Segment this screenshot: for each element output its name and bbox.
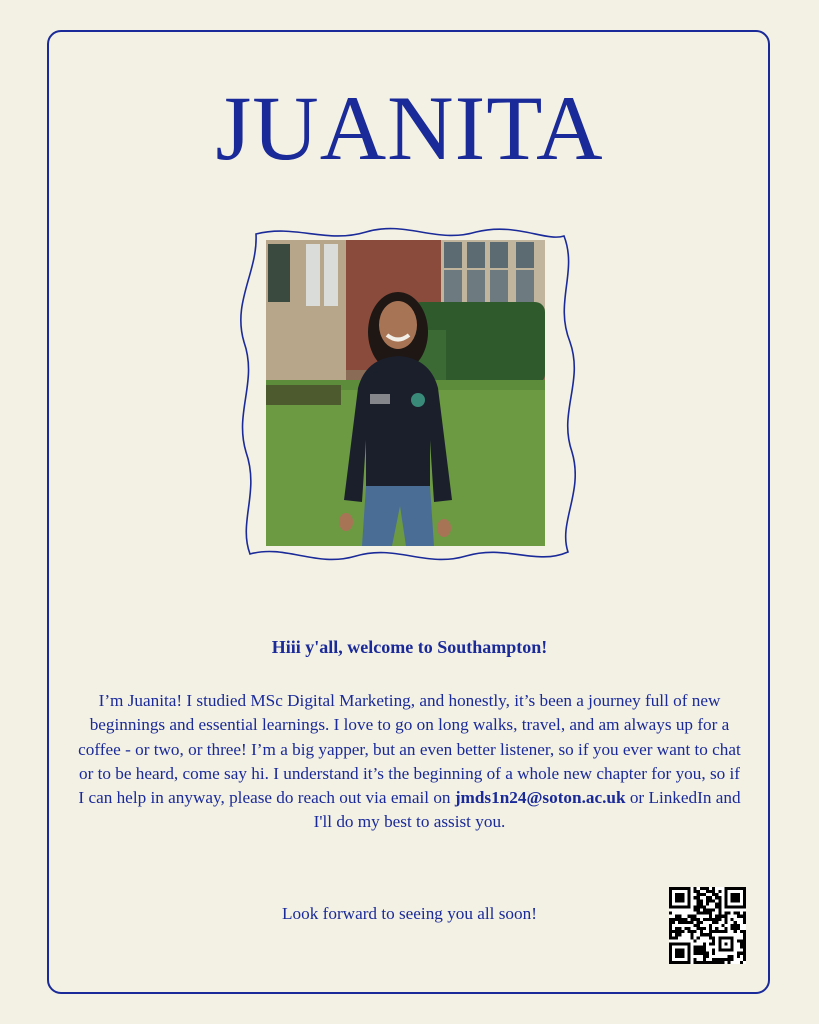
- bio-text: I’m Juanita! I studied MSc Digital Marketing, and honestly, it’s been a journey full of new beginnings and essential learnings. I love to go on long walks, travel, and am always up for a coffee - or two, or three! I’m a big yapper, but an even better listener, so if you ever want to chat or to be heard, come say hi. I understand it’s the beginning of a whole new chapter for you, so if I can help in anyway, please do reach out via email on: [78, 691, 741, 808]
- email-address[interactable]: jmds1n24@soton.ac.uk: [454, 788, 626, 808]
- bio-text-end: or LinkedIn and I'll do my best to assist you.: [313, 788, 741, 832]
- greeting-text: Hiii y'all, welcome to Southampton!: [271, 637, 548, 657]
- profile-photo-frame: [236, 222, 576, 564]
- qr-code-icon[interactable]: [669, 887, 746, 964]
- page-title: JUANITA: [215, 77, 604, 179]
- closing-text: Look forward to seeing you all soon!: [282, 904, 537, 923]
- profile-photo: [266, 240, 545, 546]
- bio-paragraph: [78, 689, 741, 835]
